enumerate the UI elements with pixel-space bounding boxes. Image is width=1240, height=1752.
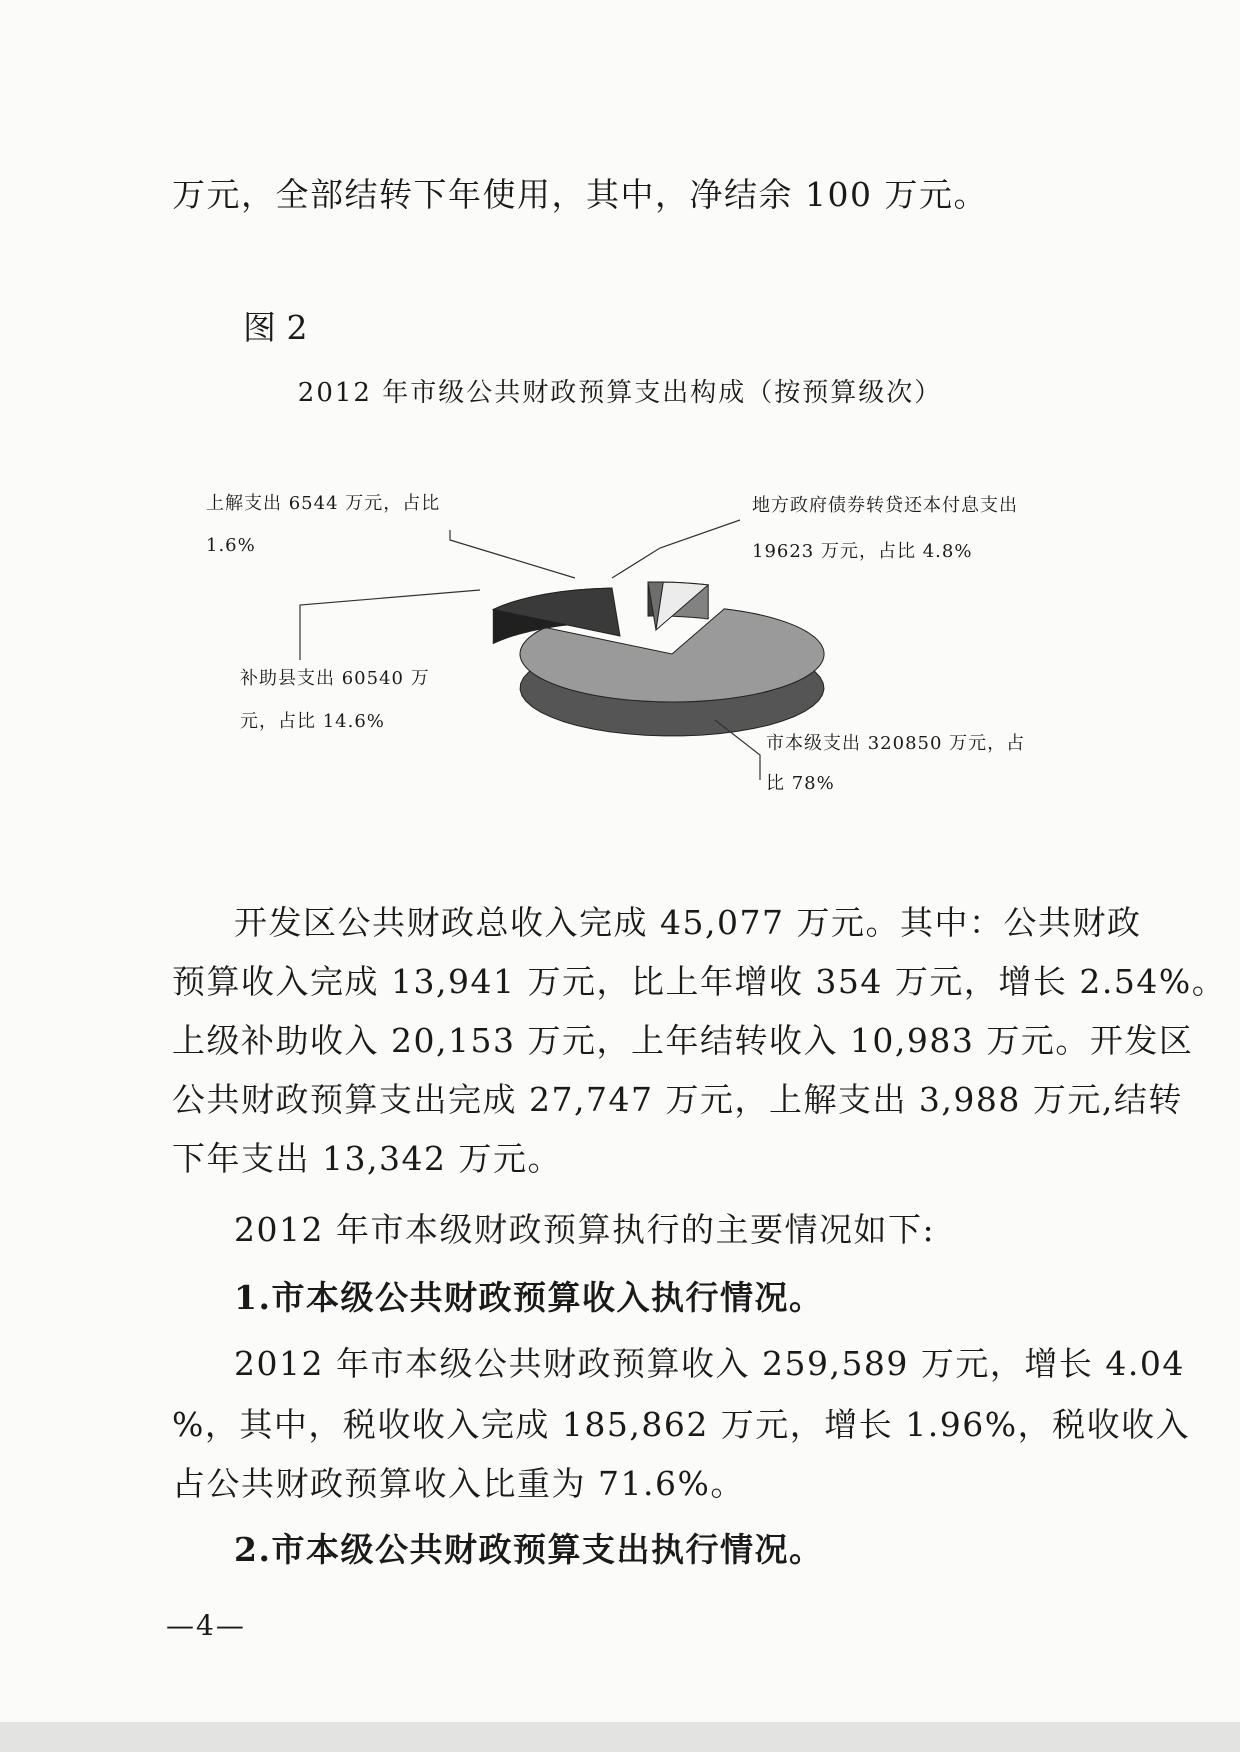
pie-label-shibenji-2: 比 78% [766, 773, 835, 794]
paragraph-line: 下年支出 13,342 万元。 [172, 1139, 562, 1178]
text-line-top: 万元，全部结转下年使用，其中，净结余 100 万元。 [172, 175, 988, 214]
paragraph-line: 预算收入完成 13,941 万元，比上年增收 354 万元，增长 2.54%。 [172, 962, 1227, 1001]
paragraph-line: %，其中，税收收入完成 185,862 万元，增长 1.96%，税收收入 [172, 1405, 1191, 1444]
chart-title: 2012 年市级公共财政预算支出构成（按预算级次） [297, 378, 943, 408]
leader-line-zhaiquan [612, 520, 740, 578]
paragraph-line: 上级补助收入 20,153 万元，上年结转收入 10,983 万元。开发区 [172, 1021, 1194, 1060]
paragraph-line: 占公共财政预算收入比重为 71.6%。 [172, 1464, 745, 1503]
page-number: —4— [166, 1609, 246, 1642]
pie-label-buzhu-2: 元，占比 14.6% [240, 711, 385, 732]
pie-label-buzhu-1: 补助县支出 60540 万 [240, 668, 430, 689]
paragraph-line: 2012 年市本级公共财政预算收入 259,589 万元，增长 4.04 [234, 1344, 1185, 1383]
section-heading-1: 1.市本级公共财政预算收入执行情况。 [234, 1278, 824, 1317]
section-heading-2: 2.市本级公共财政预算支出执行情况。 [234, 1530, 824, 1569]
pie-label-shangjie-2: 1.6% [206, 535, 256, 556]
pie-label-zhaiquan-2: 19623 万元，占比 4.8% [752, 541, 973, 562]
figure-label: 图 2 [243, 308, 308, 347]
leader-line-buzhu [300, 590, 480, 660]
paragraph-line: 公共财政预算支出完成 27,747 万元，上解支出 3,988 万元,结转 [172, 1080, 1183, 1119]
pie-label-shangjie-1: 上解支出 6544 万元，占比 [206, 493, 441, 514]
paragraph-line: 开发区公共财政总收入完成 45,077 万元。其中：公共财政 [234, 903, 1142, 942]
pie-label-shibenji-1: 市本级支出 320850 万元，占 [766, 733, 1026, 754]
scan-bottom-edge [0, 1722, 1240, 1752]
leader-line-shangjie [450, 530, 575, 578]
paragraph-line: 2012 年市本级财政预算执行的主要情况如下: [234, 1210, 936, 1249]
pie-label-zhaiquan-1: 地方政府债券转贷还本付息支出 [752, 495, 1018, 516]
